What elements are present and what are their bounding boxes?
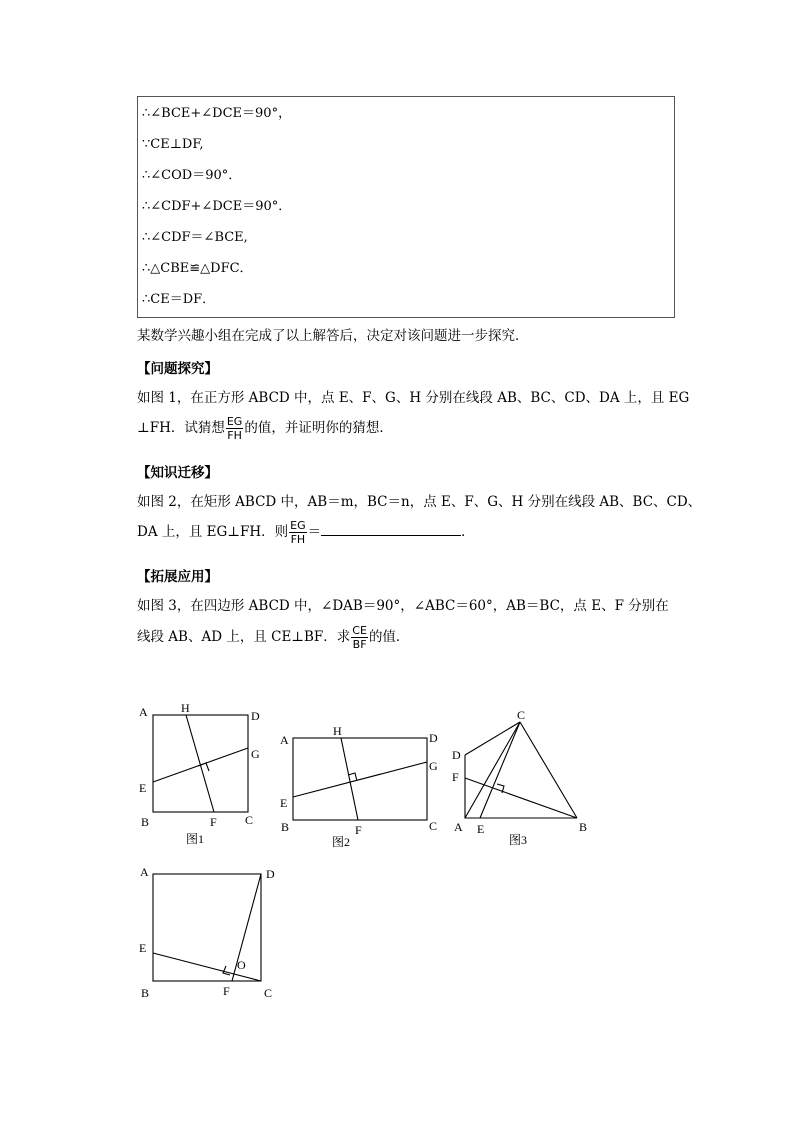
sides-da-ab <box>465 755 577 818</box>
fraction-denominator: FH <box>290 533 306 546</box>
segment-dc <box>465 722 520 755</box>
segment-hf <box>341 738 358 820</box>
section1-line1: 如图 1，在正方形 ABCD 中，点 E、F、G、H 分别在线段 AB、BC、CD、DA 上，且 EG <box>137 390 690 406</box>
proof-line: ∴△CBE≌△DFC． <box>142 261 253 276</box>
proof-line: ∴∠CDF＝∠BCE, <box>142 230 248 245</box>
fraction-numerator: CE <box>352 624 367 637</box>
figure-2 <box>293 738 427 820</box>
segment-fb <box>465 778 577 818</box>
proof-line: ∴∠CDF+∠DCE＝90°． <box>142 199 292 214</box>
label-a: A <box>454 820 463 834</box>
proof-line: ∴∠BCE+∠DCE＝90°， <box>142 106 292 121</box>
label-o: O <box>237 958 246 972</box>
label-a: A <box>280 733 289 747</box>
label-h: H <box>333 724 342 738</box>
label-c: C <box>429 819 438 833</box>
label-b: B <box>579 820 588 834</box>
segment-hf <box>186 715 214 812</box>
label-c: C <box>245 813 254 827</box>
section3-line2-post: 的值． <box>368 629 410 645</box>
section3-line1: 如图 3，在四边形 ABCD 中，∠DAB＝90°，∠ABC＝60°，AB＝BC，点 E、F 分别在 <box>137 598 669 614</box>
label-f: F <box>223 984 230 998</box>
section2-line2-post: ＝ <box>307 524 322 540</box>
label-c: C <box>264 986 273 1000</box>
label-f: F <box>355 823 362 837</box>
right-angle-mark <box>497 784 504 793</box>
label-a: A <box>140 865 149 879</box>
section2-line1: 如图 2，在矩形 ABCD 中，AB＝m，BC＝n，点 E、F、G、H 分别在线段 AB、BC、CD、 <box>137 494 702 510</box>
label-h: H <box>181 701 190 715</box>
segment-ce <box>480 722 520 818</box>
section-heading-transfer: 【知识迁移】 <box>137 465 218 481</box>
label-b: B <box>141 986 150 1000</box>
label-b: B <box>281 820 290 834</box>
fraction-numerator: EG <box>290 519 306 532</box>
fraction-denominator: BF <box>352 638 367 651</box>
section1-line2-post: 的值，并证明你的猜想． <box>244 420 393 436</box>
label-e: E <box>280 796 288 810</box>
section-heading-extension: 【拓展应用】 <box>137 569 218 585</box>
figure-1-caption: 图1 <box>186 832 205 846</box>
section2-line2-end: ． <box>461 524 475 540</box>
section-heading-inquiry: 【问题探究】 <box>137 361 218 377</box>
segment-eg <box>293 762 427 797</box>
figure-1 <box>153 715 248 812</box>
label-a: A <box>139 705 148 719</box>
right-angle-mark <box>223 966 230 975</box>
label-g: G <box>251 747 260 761</box>
figure-2-caption: 图2 <box>332 835 351 849</box>
label-e: E <box>139 941 147 955</box>
label-f: F <box>452 770 459 784</box>
section2-line2-pre: DA 上，且 EG⊥FH．则 <box>137 524 289 540</box>
section3-line2-pre: 线段 AB、AD 上，且 CE⊥BF．求 <box>137 629 351 645</box>
proof-line: ∴∠COD＝90°． <box>142 168 242 183</box>
fraction-numerator: EG <box>226 415 243 428</box>
label-e: E <box>477 822 485 836</box>
proof-line: ∵CE⊥DF, <box>142 137 204 152</box>
label-d: D <box>452 748 461 762</box>
label-f: F <box>210 815 217 829</box>
proof-line: ∴CE＝DF． <box>142 292 216 307</box>
segment-ca <box>465 722 520 818</box>
segment-cb <box>520 722 577 818</box>
section1-line2-pre: ⊥FH．试猜想 <box>137 420 225 436</box>
label-d: D <box>266 867 275 881</box>
fraction-denominator: FH <box>227 429 242 442</box>
intro-text: 某数学兴趣小组在完成了以上解答后，决定对该问题进一步探究． <box>137 328 529 344</box>
figure-3-caption: 图3 <box>509 833 528 847</box>
label-d: D <box>251 709 260 723</box>
figure-3 <box>465 722 577 818</box>
label-g: G <box>429 759 438 773</box>
label-d: D <box>429 731 438 745</box>
label-c: C <box>517 708 526 722</box>
label-b: B <box>141 815 150 829</box>
label-e: E <box>139 781 147 795</box>
